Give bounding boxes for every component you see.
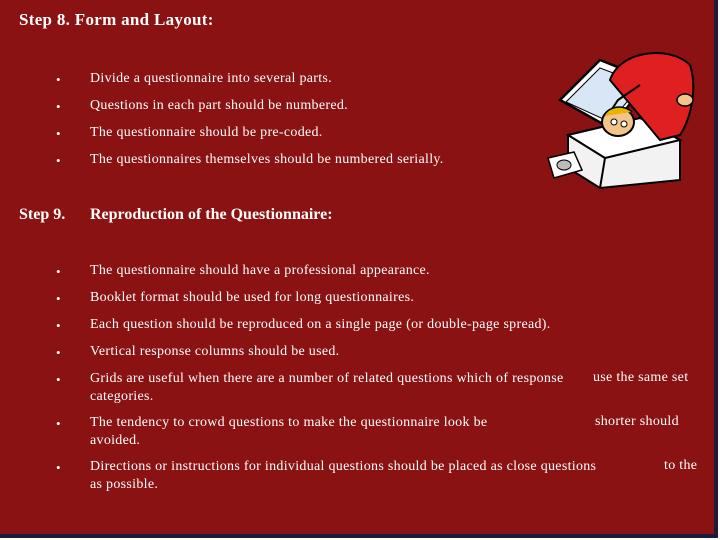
step8-item: The questionnaire should be pre-coded. xyxy=(90,125,323,140)
bullet-icon: • xyxy=(56,291,61,306)
step9-label: Step 9. xyxy=(19,206,66,223)
step8-item: The questionnaires themselves should be numbered serially. xyxy=(90,152,444,167)
step9-heading: Reproduction of the Questionnaire: xyxy=(90,206,333,223)
step9-item: The questionnaire should have a professional appearance. xyxy=(90,263,430,278)
copier-clipart-icon xyxy=(540,40,698,190)
slide-title: Step 8. Form and Layout: xyxy=(19,10,214,29)
bullet-icon: • xyxy=(56,345,61,360)
step9-item-continuation: shorter should xyxy=(595,414,679,429)
bullet-icon: • xyxy=(56,99,61,114)
bullet-icon: • xyxy=(56,153,61,168)
step9-item: Grids are useful when there are a number of related questions which of response categories. xyxy=(90,371,564,404)
bullet-icon: • xyxy=(56,372,61,387)
step9-item: Directions or instructions for individual questions should be placed as close questions as possible. xyxy=(90,459,597,492)
step9-item-continuation: to the xyxy=(664,458,698,473)
bullet-icon: • xyxy=(56,264,61,279)
step9-item: The tendency to crowd questions to make the questionnaire look be avoided. xyxy=(90,415,488,448)
step9-item-continuation: use the same set xyxy=(593,370,689,385)
step8-item: Divide a questionnaire into several parts. xyxy=(90,71,332,86)
step9-item: Booklet format should be used for long questionnaires. xyxy=(90,290,415,305)
step8-item: Questions in each part should be numbered. xyxy=(90,98,348,113)
step9-item: Vertical response columns should be used. xyxy=(90,344,340,359)
bullet-icon: • xyxy=(56,318,61,333)
step9-item: Each question should be reproduced on a single page (or double-page spread). xyxy=(90,317,551,332)
bullet-icon: • xyxy=(56,126,61,141)
bullet-icon: • xyxy=(56,72,61,87)
bullet-icon: • xyxy=(56,460,61,475)
bullet-icon: • xyxy=(56,416,61,431)
